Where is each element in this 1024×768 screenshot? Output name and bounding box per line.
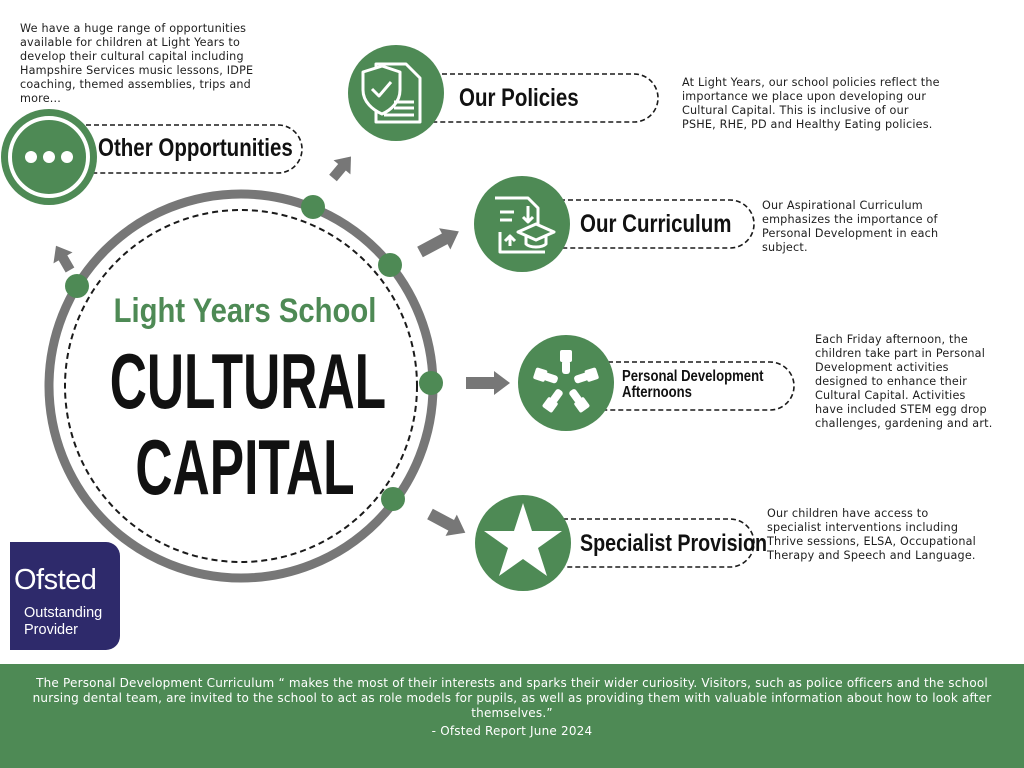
label-personal-development-line1: Personal Development — [622, 368, 764, 385]
arrow-personal-development — [466, 371, 510, 395]
description-our-policies: At Light Years, our school policies reflect the importance we place upon developing our Cultural Capital. This is inclusive of our PSHE, RHE, PD and Healthy Eating policies. — [682, 76, 940, 131]
label-personal-development-line2: Afternoons — [622, 384, 692, 401]
label-our-curriculum: Our Curriculum — [580, 210, 732, 238]
label-our-policies: Our Policies — [459, 84, 579, 112]
footer-source: - Ofsted Report June 2024 — [431, 724, 593, 738]
description-specialist-provision: Our children have access to specialist interventions including Thrive sessions, ELSA, Occupational Therapy and Speech and Language. — [767, 507, 976, 562]
label-other-opportunities: Other Opportunities — [98, 134, 293, 162]
label-personal-development — [622, 369, 763, 401]
ofsted-grade — [24, 605, 102, 639]
ring-node-personal-development — [419, 371, 443, 395]
ring-node-curriculum — [378, 253, 402, 277]
ofsted-logo-word: Ofsted — [14, 564, 97, 596]
title-line-1: CULTURAL — [109, 337, 387, 425]
ellipsis-icon — [25, 151, 73, 163]
ring-node-policies — [301, 195, 325, 219]
arrow-specialist — [424, 503, 471, 543]
ofsted-grade-line1: Outstanding — [24, 605, 103, 621]
arrow-curriculum — [414, 221, 464, 263]
curriculum-icon-circle — [474, 176, 570, 272]
ofsted-grade-line2: Provider — [24, 622, 78, 638]
title-line-2: CAPITAL — [135, 423, 355, 511]
description-other-opportunities: We have a huge range of opportunities available for children at Light Years to develop their cultural capital including Hampshire Services music lessons, IDPE coaching, themed assemblies, trips and more... — [20, 22, 254, 105]
arrow-other — [46, 240, 79, 275]
school-name: Light Years School — [113, 292, 377, 330]
arrow-policies — [325, 149, 360, 185]
description-personal-development: Each Friday afternoon, the children take part in Personal Development activities designed to enhance their Cultural Capital. Activities have included STEM egg drop challenges, gardening and art. — [815, 333, 993, 430]
footer-quote: The Personal Development Curriculum “ makes the most of their interests and sparks their wider curiosity. Visitors, such as police officers and the school nursing dental team, are invited to the school to act as role models for pupils, as well as providing them with valuable information about how to look after themselves.” — [32, 676, 992, 720]
ring-node-specialist — [381, 487, 405, 511]
label-specialist-provision: Specialist Provision — [580, 530, 768, 557]
description-our-curriculum: Our Aspirational Curriculum emphasizes the importance of Personal Development in each subject. — [762, 199, 939, 254]
